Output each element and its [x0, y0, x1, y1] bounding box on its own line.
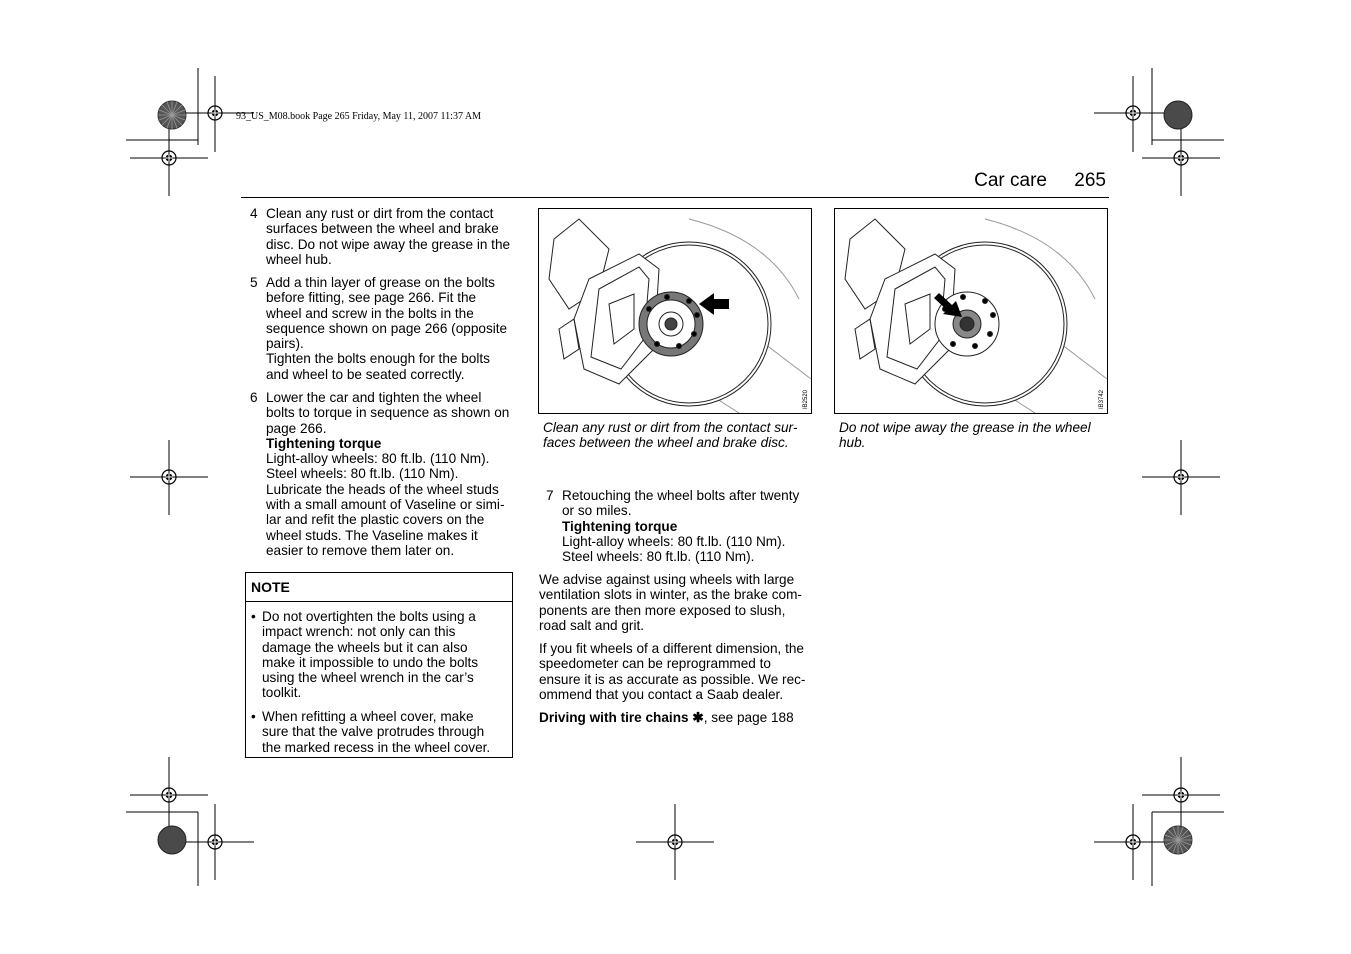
text-line: wheel hub.	[266, 251, 332, 267]
text-line: before fitting, see page 266. Fit the	[266, 290, 477, 306]
step-number: 7	[546, 488, 554, 503]
text-line: impact wrench: not only can this	[262, 624, 456, 640]
text-line: bolts to torque in sequence as shown on	[266, 405, 510, 421]
text-line: speedometer can be reprogrammed to	[539, 656, 771, 672]
snowflake-icon: ✱	[692, 710, 704, 725]
note-box	[245, 572, 513, 758]
tire-chains-label: Driving with tire chains	[539, 710, 689, 725]
page-number: 265	[1074, 170, 1106, 191]
figure-wheel-hub-grease	[834, 208, 1108, 414]
text-line: Light-alloy wheels: 80 ft.lb. (110 Nm).	[562, 533, 786, 549]
text-line: make it impossible to undo the bolts	[262, 654, 479, 670]
step-number: 5	[250, 275, 258, 290]
torque-heading: Tightening torque	[266, 435, 382, 451]
caption-line: hub.	[839, 435, 866, 451]
step-number: 6	[250, 390, 258, 405]
figure-caption	[543, 420, 818, 451]
bullet-dot: •	[251, 709, 256, 724]
tire-chains-reference	[539, 710, 829, 725]
text-line: with a small amount of Vaseline or simi-	[266, 497, 505, 513]
note-title: NOTE	[246, 573, 512, 602]
figure-caption	[839, 420, 1114, 451]
header-rule	[241, 197, 1109, 198]
caption-line: Clean any rust or dirt from the contact sur-	[543, 420, 798, 435]
step-7	[546, 488, 832, 564]
text-line: Lower the car and tighten the wheel	[266, 390, 482, 405]
text-line: disc. Do not wipe away the grease in the	[266, 236, 511, 252]
text-line: We advise against using wheels with large	[539, 572, 795, 587]
caption-line: Do not wipe away the grease in the wheel	[839, 420, 1091, 435]
text-line: the marked recess in the wheel cover.	[262, 739, 491, 755]
text-line: road salt and grit.	[539, 617, 645, 633]
text-line: Retouching the wheel bolts after twenty	[562, 488, 800, 503]
text-line: ommend that you contact a Saab dealer.	[539, 686, 784, 702]
text-line: wheel and screw in the bolts in the	[266, 305, 474, 321]
figure-brake-disc-contact-surface	[538, 208, 812, 414]
caption-line: faces between the wheel and brake disc.	[543, 435, 789, 451]
brake-disc-illustration	[539, 209, 811, 413]
text-line: When refitting a wheel cover, make	[262, 709, 474, 724]
text-line: surfaces between the wheel and brake	[266, 221, 499, 237]
text-line: ventilation slots in winter, as the brake com-	[539, 587, 802, 603]
section-title: Car care	[974, 170, 1047, 191]
bullet-dot: •	[251, 609, 256, 624]
text-line: Steel wheels: 80 ft.lb. (110 Nm).	[266, 466, 459, 482]
text-line: toolkit.	[262, 685, 302, 701]
text-line: or so miles.	[562, 503, 632, 519]
text-line: using the wheel wrench in the car’s	[262, 670, 474, 686]
text-line: lar and refit the plastic covers on the	[266, 512, 485, 528]
step-4	[250, 206, 536, 267]
text-line: damage the wheels but it can also	[262, 639, 468, 655]
print-header: 93_US_M08.book Page 265 Friday, May 11, 2007 11:37 AM	[236, 111, 481, 122]
paragraph-speedometer	[539, 641, 819, 702]
text-line: sequence shown on page 266 (opposite	[266, 320, 508, 336]
wheel-hub-illustration	[835, 209, 1107, 413]
text-line: Do not overtighten the bolts using a	[262, 609, 476, 624]
text-line: Steel wheels: 80 ft.lb. (110 Nm).	[562, 549, 755, 565]
text-line: easier to remove them later on.	[266, 542, 455, 558]
figure-id-label: IB3742	[1099, 389, 1105, 409]
torque-heading: Tightening torque	[562, 518, 678, 534]
text-line: Clean any rust or dirt from the contact	[266, 206, 494, 221]
text-line: Lubricate the heads of the wheel studs	[266, 481, 499, 497]
page-reference: , see page 188	[703, 710, 794, 725]
step-6	[250, 390, 536, 558]
text-line: Tighten the bolts enough for the bolts	[266, 351, 490, 367]
text-line: and wheel to be seated correctly.	[266, 366, 465, 382]
text-line: If you fit wheels of a different dimension, the	[539, 641, 804, 656]
text-line: page 266.	[266, 420, 327, 436]
text-line: pairs).	[266, 336, 304, 352]
text-line: sure that the valve protrudes through	[262, 724, 485, 740]
text-line: Light-alloy wheels: 80 ft.lb. (110 Nm).	[266, 451, 490, 467]
note-bullet	[251, 709, 512, 755]
step-number: 4	[250, 206, 258, 221]
text-line: ponents are then more exposed to slush,	[539, 602, 786, 618]
figure-id-label: IB2520	[803, 389, 809, 409]
text-line: ensure it is as accurate as possible. We rec-	[539, 671, 806, 687]
paragraph-winter-wheels	[539, 572, 819, 633]
step-5	[250, 275, 536, 382]
text-line: Add a thin layer of grease on the bolts	[266, 275, 495, 290]
text-line: wheel studs. The Vaseline makes it	[266, 527, 478, 543]
note-bullet	[251, 609, 512, 701]
